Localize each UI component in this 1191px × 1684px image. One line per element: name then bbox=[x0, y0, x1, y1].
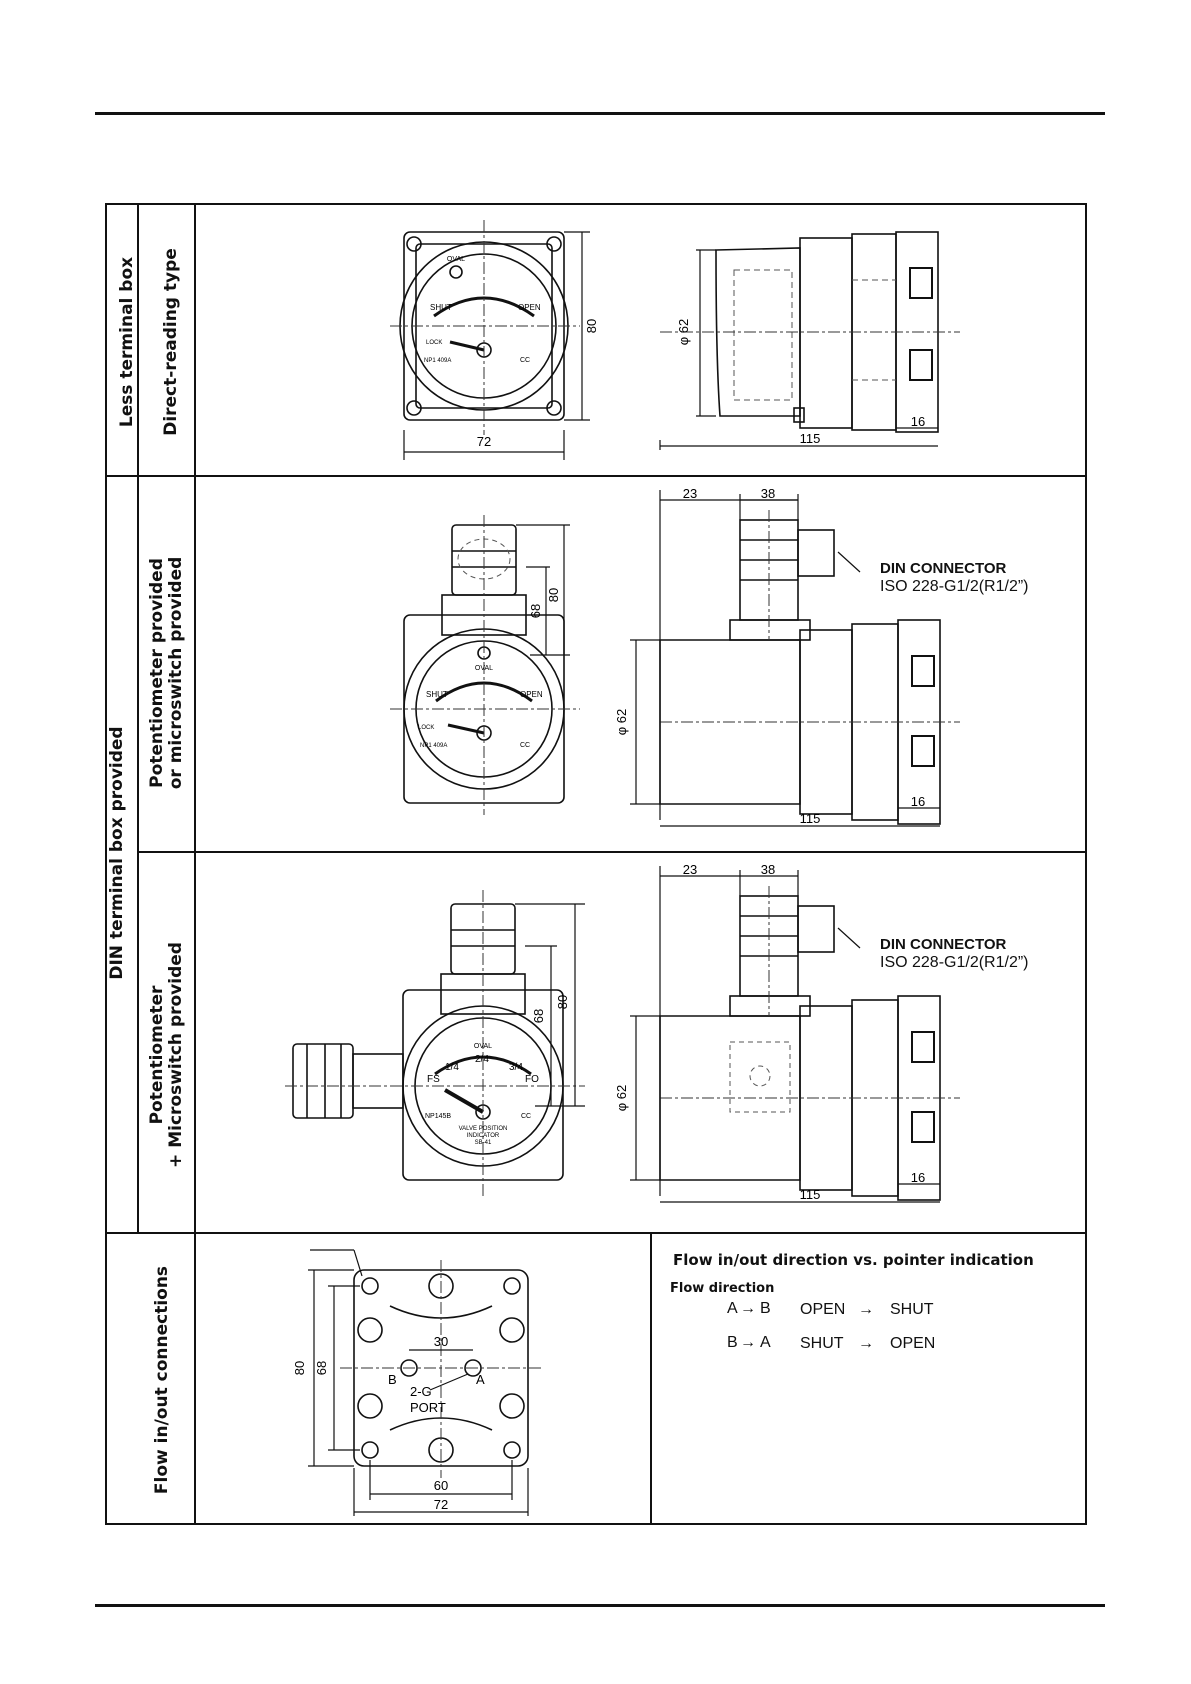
top-rule bbox=[95, 112, 1105, 115]
port-b-label: B bbox=[388, 1372, 397, 1387]
dim-30: 30 bbox=[433, 1334, 449, 1349]
dim-115: 115 bbox=[799, 811, 821, 826]
flow-cell-divider bbox=[650, 1232, 652, 1525]
dim-80: 80 bbox=[584, 318, 599, 334]
din-connector-label: DIN CONNECTOR bbox=[880, 560, 1007, 577]
dim-60: 60 bbox=[433, 1478, 449, 1493]
dim-115: 115 bbox=[799, 431, 821, 446]
dial-cc: CC bbox=[520, 357, 531, 364]
label-din-terminal-box-provided: DIN terminal box provided bbox=[107, 726, 127, 980]
din-connector-label: DIN CONNECTOR bbox=[880, 936, 1007, 953]
label-column-divider-2 bbox=[194, 203, 196, 1525]
arrow-icon: → bbox=[858, 1335, 874, 1352]
potentiometer-front-view bbox=[390, 515, 630, 815]
flow-row-1-to: B bbox=[760, 1300, 771, 1317]
direct-reading-front-view bbox=[390, 220, 620, 470]
dial-fs: FS bbox=[427, 1074, 440, 1085]
flow-row-2-to: A bbox=[760, 1334, 771, 1351]
dial-open: OPEN bbox=[520, 690, 543, 699]
dial-model: NP1 409A bbox=[424, 358, 452, 364]
iso-spec-label: ISO 228-G1/2(R1/2”) bbox=[880, 578, 1029, 595]
label-potentiometer-plus-microswitch: Potentiometer + Microswitch provided bbox=[147, 942, 186, 1168]
row-divider-2 bbox=[137, 851, 1087, 853]
dial-brand: OVAL bbox=[446, 256, 466, 263]
dim-72: 72 bbox=[476, 434, 492, 449]
bottom-rule bbox=[95, 1604, 1105, 1607]
flow-row-1-start: OPEN bbox=[800, 1301, 846, 1318]
flow-row-2-start: SHUT bbox=[800, 1335, 844, 1352]
dial-brand: OVAL bbox=[473, 1043, 493, 1050]
port-size-label: 2-G bbox=[410, 1384, 432, 1399]
potentiometer-side-view bbox=[614, 486, 1060, 840]
dial-lock: LOCK bbox=[426, 340, 443, 346]
dim-phi-62: φ 62 bbox=[614, 708, 629, 736]
dial-shut: SHUT bbox=[426, 690, 448, 699]
dim-23: 23 bbox=[682, 862, 698, 877]
flow-row-2-from: B bbox=[727, 1334, 738, 1351]
dial-cc: CC bbox=[520, 742, 531, 749]
dial-open: OPEN bbox=[518, 303, 541, 312]
dial-fo: FO bbox=[525, 1074, 539, 1085]
dial-shut: SHUT bbox=[430, 303, 452, 312]
port-a-label: A bbox=[476, 1372, 485, 1387]
dim-72: 72 bbox=[433, 1497, 449, 1512]
row-divider-3 bbox=[105, 1232, 1087, 1234]
dim-16: 16 bbox=[910, 794, 926, 809]
dim-80: 80 bbox=[546, 587, 561, 603]
dim-68: 68 bbox=[314, 1360, 329, 1376]
dial-model: NP145B bbox=[425, 1113, 452, 1120]
dial-caption-1: VALVE POSITION bbox=[458, 1126, 508, 1132]
dim-phi-62: φ 62 bbox=[614, 1084, 629, 1112]
flow-title: Flow in/out direction vs. pointer indication bbox=[673, 1251, 1034, 1269]
arrow-icon: → bbox=[740, 1300, 756, 1317]
arrow-icon: → bbox=[858, 1301, 874, 1318]
flow-row-2-end: OPEN bbox=[890, 1335, 936, 1352]
flow-subtitle: Flow direction bbox=[670, 1281, 775, 1296]
pot-micro-front-view bbox=[285, 890, 635, 1200]
label-less-terminal-box: Less terminal box bbox=[117, 256, 137, 428]
dim-38: 38 bbox=[760, 486, 776, 501]
dim-phi-62: φ 62 bbox=[676, 318, 691, 346]
flow-row-1-from: A bbox=[727, 1300, 738, 1317]
dial-quarter-3: 3/4 bbox=[509, 1062, 523, 1073]
dial-quarter-2: 2/4 bbox=[475, 1054, 489, 1065]
row-divider-1 bbox=[105, 475, 1087, 477]
dim-16: 16 bbox=[910, 1170, 926, 1185]
dim-38: 38 bbox=[760, 862, 776, 877]
direct-reading-side-view bbox=[660, 220, 1000, 470]
port-plate-drawing bbox=[280, 1250, 560, 1520]
dim-23: 23 bbox=[682, 486, 698, 501]
dim-16: 16 bbox=[910, 414, 926, 429]
flow-row-1-end: SHUT bbox=[890, 1301, 934, 1318]
iso-spec-label: ISO 228-G1/2(R1/2”) bbox=[880, 954, 1029, 971]
dim-115: 115 bbox=[799, 1187, 821, 1202]
pot-micro-side-view bbox=[614, 862, 1060, 1216]
dial-quarter-1: 1/4 bbox=[445, 1062, 459, 1073]
dial-cc: CC bbox=[521, 1113, 532, 1120]
dim-80: 80 bbox=[555, 994, 570, 1010]
dial-lock: LOCK bbox=[418, 725, 435, 731]
dial-brand: OVAL bbox=[474, 665, 494, 672]
dim-68: 68 bbox=[531, 1008, 546, 1024]
label-flow-connections: Flow in/out connections bbox=[152, 1265, 172, 1495]
label-potentiometer-or-microswitch: Potentiometer provided or microswitch provided bbox=[147, 556, 186, 790]
arrow-icon: → bbox=[740, 1334, 756, 1351]
dial-model: NP1 409A bbox=[420, 743, 448, 749]
label-direct-reading-type: Direct-reading type bbox=[161, 248, 181, 436]
port-label: PORT bbox=[410, 1400, 446, 1415]
dial-caption-2: INDICATOR bbox=[466, 1133, 500, 1139]
dim-80: 80 bbox=[292, 1360, 307, 1376]
dim-68: 68 bbox=[528, 603, 543, 619]
dial-caption-3: SB-41 bbox=[474, 1140, 492, 1146]
